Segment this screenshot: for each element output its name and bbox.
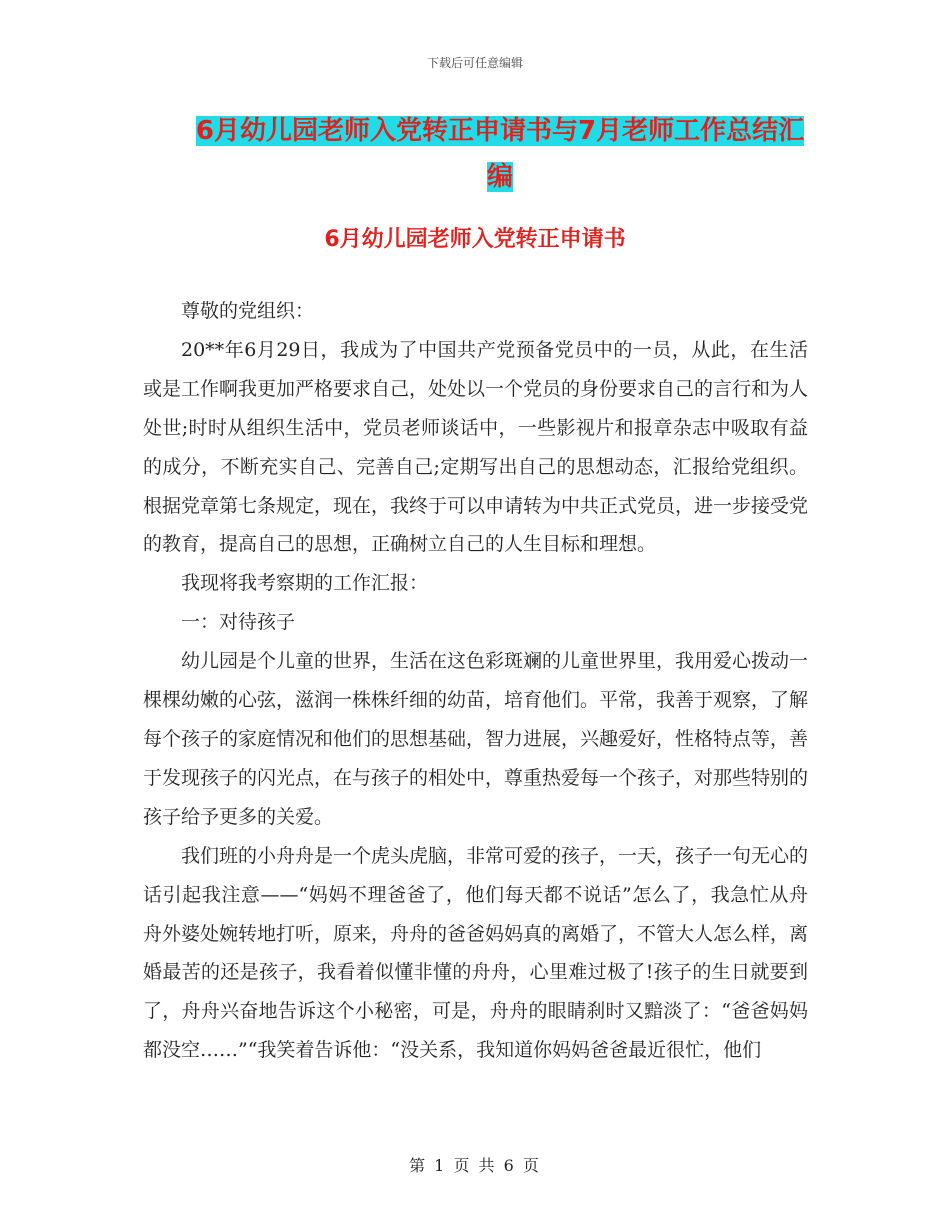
document-title-line-1: 6月幼儿园老师入党转正申请书与7月老师工作总结汇 bbox=[195, 116, 805, 146]
page-number: 第 1 页 共 6 页 bbox=[409, 1156, 541, 1175]
document-title bbox=[150, 108, 850, 200]
page-header-note: 下载后可任意编辑 bbox=[426, 56, 523, 70]
paragraph: 我们班的小舟舟是一个虎头虎脑，非常可爱的孩子，一天，孩子一句无心的话引起我注意——“妈妈不理爸爸了，他们每天都不说话”怎么了，我急忙从舟舟外婆处婉转地打听，原来，舟舟的爸爸妈妈真的离婚了，不管大人怎么样，离婚最苦的还是孩子，我看着似懂非懂的舟舟，心里难过极了!孩子的生日就要到了，舟舟兴奋地告诉这个小秘密，可是，舟舟的眼睛刹时又黯淡了：“爸爸妈妈都没空……”“我笑着告诉他：“没关系，我知道你妈妈爸爸最近很忙，他们 bbox=[143, 844, 809, 1062]
body-text bbox=[143, 292, 808, 1070]
document-title-line-2: 编 bbox=[486, 162, 513, 192]
section-title: 6月幼儿园老师入党转正申请书 bbox=[324, 227, 626, 252]
paragraph: 幼儿园是个儿童的世界，生活在这色彩斑斓的儿童世界里，我用爱心拨动一棵棵幼嫩的心弦，滋润一株株纤细的幼苗，培育他们。平常，我善于观察，了解每个孩子的家庭情况和他们的思想基础，智力进展，兴趣爱好，性格特点等，善于发现孩子的闪光点，在与孩子的相处中，尊重热爱每一个孩子，对那些特别的孩子给予更多的关爱。 bbox=[143, 650, 809, 828]
paragraph: 20**年6月29日，我成为了中国共产党预备党员中的一员，从此，在生活或是工作啊我更加严格要求自己，处处以一个党员的身份要求自己的言行和为人处世;时时从组织生活中，党员老师谈话中，一些影视片和报章杂志中吸取有益的成分，不断充实自己、完善自己;定期写出自己的思想动态，汇报给党组织。根据党章第七条规定，现在，我终于可以申请转为中共正式党员，进一步接受党的教育，提高自己的思想，正确树立自己的人生目标和理想。 bbox=[143, 338, 809, 556]
section-heading: 一：对待孩子 bbox=[181, 611, 296, 634]
salutation: 尊敬的党组织： bbox=[181, 300, 315, 322]
paragraph: 我现将我考察期的工作汇报： bbox=[181, 572, 429, 595]
